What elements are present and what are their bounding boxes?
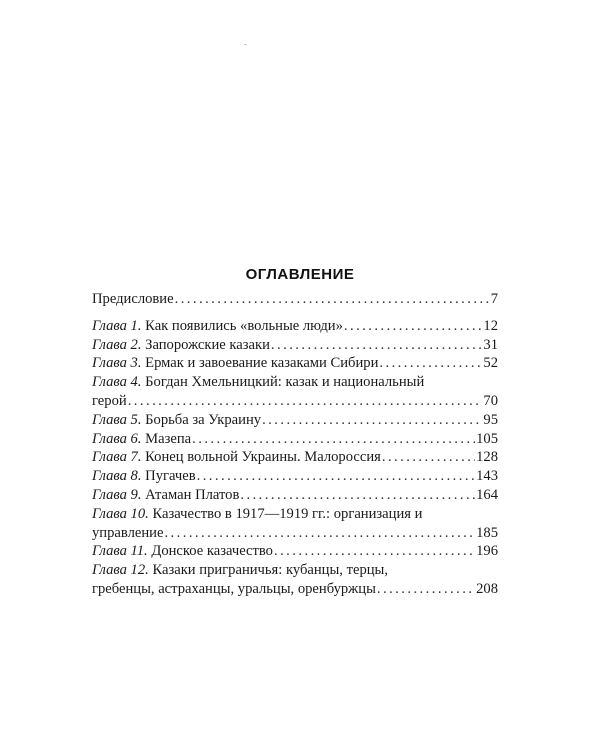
toc-page-number: 164 [476, 486, 498, 503]
dot-leader [262, 411, 482, 430]
toc-page-number: 185 [476, 524, 498, 541]
chapter-prefix: Глава 1. [92, 317, 142, 334]
dot-leader [240, 486, 475, 505]
dot-leader [164, 524, 475, 543]
toc-page-number: 31 [483, 336, 498, 353]
toc-entry-chapter-2[interactable] [92, 336, 498, 355]
toc-entry-chapter-5[interactable] [92, 411, 498, 430]
toc-entry-chapter-6[interactable] [92, 430, 498, 449]
toc-page-number: 70 [483, 392, 498, 409]
chapter-title: Ермак и завоевание казаками Сибири [145, 355, 379, 372]
chapter-prefix: Глава 6. [92, 430, 142, 447]
table-of-contents [92, 290, 498, 599]
toc-entry-label: Предисловие [92, 291, 174, 307]
dot-leader [274, 542, 475, 561]
chapter-title: Казаки приграничья: кубанцы, терцы, [152, 562, 388, 579]
dot-leader [271, 336, 483, 355]
chapter-prefix: Глава 9. [92, 486, 142, 503]
chapter-title-continued: герой [92, 392, 127, 409]
toc-entry-preface[interactable] [92, 290, 498, 309]
chapter-title: Богдан Хмельницкий: казак и национальный [145, 374, 425, 391]
chapter-prefix: Глава 3. [92, 355, 142, 372]
toc-entry-chapter-10[interactable] [92, 505, 498, 543]
chapter-prefix: Глава 10. [92, 505, 149, 522]
toc-page-number: 208 [476, 580, 498, 597]
dot-leader [128, 392, 483, 411]
chapter-prefix: Глава 12. [92, 562, 149, 579]
chapter-prefix: Глава 11. [92, 543, 148, 560]
toc-page-number: 128 [476, 449, 498, 466]
chapter-title-continued: управление [92, 524, 164, 541]
chapter-prefix: Глава 5. [92, 411, 142, 428]
dot-leader [192, 430, 475, 449]
chapter-title: Мазепа [145, 430, 192, 447]
chapter-title: Атаман Платов [145, 486, 240, 503]
dot-leader [382, 448, 475, 467]
chapter-title: Как появились «вольные люди» [145, 317, 343, 334]
toc-page-number: 95 [483, 411, 498, 428]
chapter-title: Пугачев [145, 468, 196, 485]
toc-page-number: 105 [476, 430, 498, 447]
chapter-prefix: Глава 7. [92, 449, 142, 466]
toc-page-number: 7 [490, 291, 498, 307]
toc-entry-chapter-11[interactable] [92, 542, 498, 561]
toc-entry-chapter-9[interactable] [92, 486, 498, 505]
toc-entry-chapter-1[interactable] [92, 317, 498, 336]
dot-leader [377, 580, 475, 599]
toc-entry-chapter-12[interactable] [92, 561, 498, 599]
toc-page-number: 52 [483, 355, 498, 372]
toc-entry-chapter-3[interactable] [92, 354, 498, 373]
toc-page-number: 12 [483, 317, 498, 334]
scan-speck [244, 44, 247, 45]
chapter-title: Казачество в 1917—1919 гг.: организация и [152, 505, 423, 522]
dot-leader [379, 354, 482, 373]
chapter-title: Борьба за Украину [145, 411, 262, 428]
toc-entry-chapter-4[interactable] [92, 373, 498, 411]
dot-leader [175, 290, 490, 309]
toc-page-number: 196 [476, 543, 498, 560]
chapter-prefix: Глава 4. [92, 374, 142, 391]
chapter-title: Донское казачество [151, 543, 273, 560]
chapter-prefix: Глава 2. [92, 336, 142, 353]
chapter-title: Конец вольной Украины. Малороссия [145, 449, 381, 466]
toc-entry-chapter-7[interactable] [92, 448, 498, 467]
toc-entry-chapter-8[interactable] [92, 467, 498, 486]
chapter-title: Запорожские казаки [145, 336, 270, 353]
chapter-prefix: Глава 8. [92, 468, 142, 485]
toc-page-number: 143 [476, 468, 498, 485]
toc-title: ОГЛАВЛЕНИЕ [245, 266, 355, 283]
dot-leader [197, 467, 476, 486]
dot-leader [344, 317, 483, 336]
chapter-title-continued: гребенцы, астраханцы, уральцы, оренбуржцы [92, 580, 376, 597]
